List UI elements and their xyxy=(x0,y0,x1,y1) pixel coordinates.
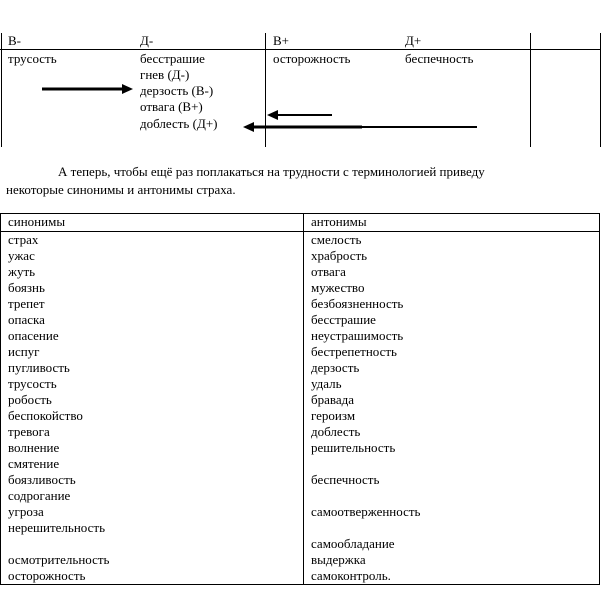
antonym-cell: бравада xyxy=(304,392,600,408)
intro-paragraph xyxy=(6,163,586,199)
synonym-cell: содрогание xyxy=(1,488,304,504)
antonym-cell: неустрашимость xyxy=(304,328,600,344)
table-row xyxy=(1,392,600,408)
scheme-cell-d-minus-5: доблесть (Д+) xyxy=(140,116,218,131)
synonym-cell: беспокойство xyxy=(1,408,304,424)
table-row xyxy=(1,520,600,536)
synonym-cell: опаска xyxy=(1,312,304,328)
synonym-cell: осмотрительность xyxy=(1,552,304,568)
header-synonyms: синонимы xyxy=(1,214,304,232)
scheme-cell-v-minus: трусость xyxy=(8,51,57,66)
table-row xyxy=(1,504,600,520)
synonyms-antonyms-table xyxy=(0,213,600,585)
scheme-header-v-minus: В- xyxy=(8,33,21,48)
antonym-cell: беспечность xyxy=(304,472,600,488)
synonym-cell: страх xyxy=(1,232,304,249)
antonym-cell: самоконтроль. xyxy=(304,568,600,585)
antonym-cell: самообладание xyxy=(304,536,600,552)
table-row xyxy=(1,280,600,296)
table-row xyxy=(1,488,600,504)
synonym-cell: угроза xyxy=(1,504,304,520)
scheme-cell-d-plus: беспечность xyxy=(405,51,474,66)
scheme-cell-d-minus-3: дерзость (В-) xyxy=(140,83,214,98)
synonym-cell: трусость xyxy=(1,376,304,392)
table-row xyxy=(1,376,600,392)
table-row xyxy=(1,344,600,360)
table-row xyxy=(1,568,600,585)
antonym-cell: решительность xyxy=(304,440,600,456)
synonym-cell: волнение xyxy=(1,440,304,456)
table-row xyxy=(1,360,600,376)
antonym-cell: выдержка xyxy=(304,552,600,568)
table-row xyxy=(1,440,600,456)
synonym-cell: тревога xyxy=(1,424,304,440)
table-header-row xyxy=(1,214,600,232)
antonym-cell xyxy=(304,456,600,472)
table-row xyxy=(1,536,600,552)
synonym-cell: нерешительность xyxy=(1,520,304,536)
synonym-cell: пугливость xyxy=(1,360,304,376)
antonym-cell: отвага xyxy=(304,264,600,280)
antonym-cell: удаль xyxy=(304,376,600,392)
antonym-cell: самоотверженность xyxy=(304,504,600,520)
synonym-cell: опасение xyxy=(1,328,304,344)
antonym-cell: героизм xyxy=(304,408,600,424)
synonym-cell: боязнь xyxy=(1,280,304,296)
header-antonyms: антонимы xyxy=(304,214,600,232)
arrow-left-icon xyxy=(267,110,332,120)
synonym-cell: жуть xyxy=(1,264,304,280)
synonym-cell: смятение xyxy=(1,456,304,472)
antonym-cell: смелость xyxy=(304,232,600,249)
table-row xyxy=(1,248,600,264)
table-row xyxy=(1,312,600,328)
table-row xyxy=(1,472,600,488)
synonym-cell: боязливость xyxy=(1,472,304,488)
table-row xyxy=(1,456,600,472)
synonym-cell xyxy=(1,536,304,552)
antonym-cell: бесстрашие xyxy=(304,312,600,328)
scheme-header-v-plus: В+ xyxy=(273,33,290,48)
scheme-header-d-plus: Д+ xyxy=(405,33,422,48)
arrow-left-long-icon xyxy=(243,122,477,132)
paragraph-line-2: некоторые синонимы и антонимы страха. xyxy=(6,182,236,197)
table-row xyxy=(1,424,600,440)
scheme-header-d-minus: Д- xyxy=(140,33,154,48)
table-row xyxy=(1,232,600,249)
synonym-cell: осторожность xyxy=(1,568,304,585)
table-row xyxy=(1,408,600,424)
antonym-cell: храбрость xyxy=(304,248,600,264)
antonym-cell: мужество xyxy=(304,280,600,296)
antonym-cell: безбоязненность xyxy=(304,296,600,312)
synonym-cell: робость xyxy=(1,392,304,408)
table-row xyxy=(1,296,600,312)
antonym-cell: бестрепетность xyxy=(304,344,600,360)
arrow-right-icon xyxy=(42,84,133,94)
synonym-cell: трепет xyxy=(1,296,304,312)
scheme-cell-d-minus-2: гнев (Д-) xyxy=(140,67,190,82)
scheme-cell-v-plus: осторожность xyxy=(273,51,351,66)
synonym-cell: ужас xyxy=(1,248,304,264)
table-row xyxy=(1,264,600,280)
scheme-arrows xyxy=(0,0,602,160)
scheme-cell-d-minus-4: отвага (В+) xyxy=(140,99,203,114)
antonym-cell xyxy=(304,488,600,504)
scheme-cell-d-minus-1: бесстрашие xyxy=(140,51,205,66)
table-row xyxy=(1,552,600,568)
antonym-cell: доблесть xyxy=(304,424,600,440)
antonym-cell xyxy=(304,520,600,536)
antonym-cell: дерзость xyxy=(304,360,600,376)
table-row xyxy=(1,328,600,344)
paragraph-line-1: А теперь, чтобы ещё раз поплакаться на трудности с терминологией приведу xyxy=(58,164,485,179)
synonym-cell: испуг xyxy=(1,344,304,360)
